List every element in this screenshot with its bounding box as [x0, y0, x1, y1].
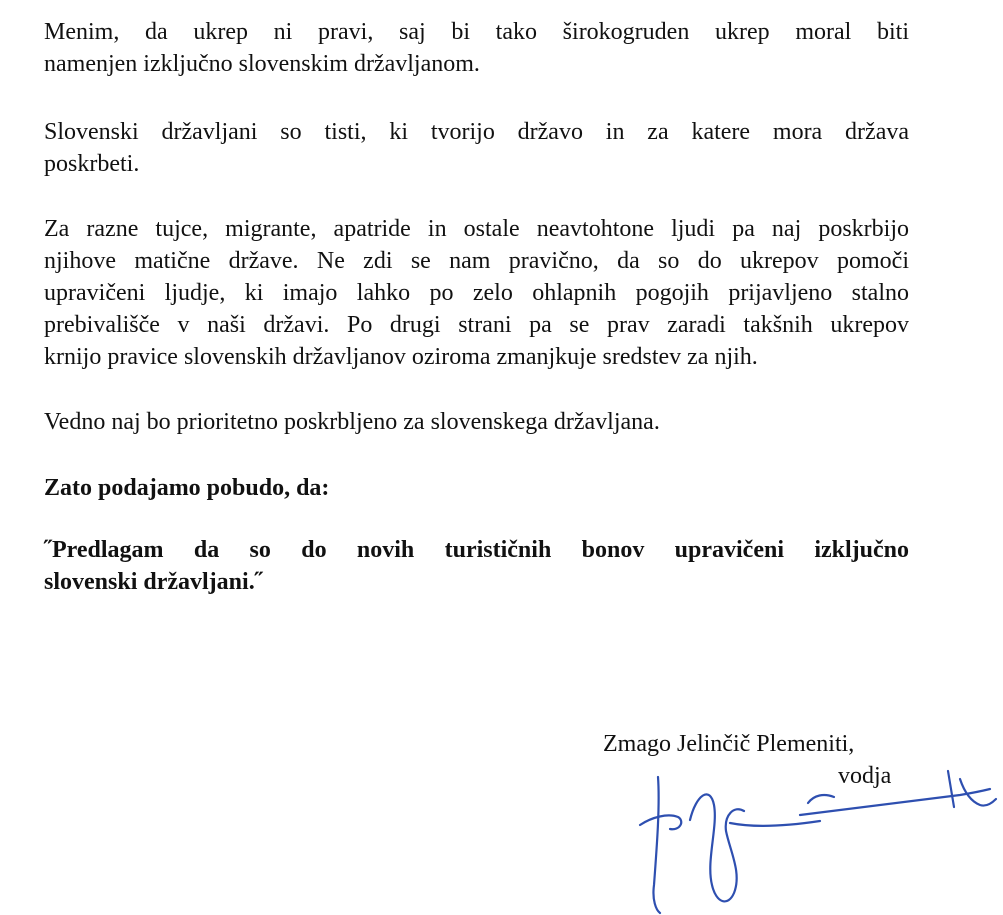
paragraph-prioriteta	[44, 406, 909, 438]
text-line: slovenski državljani.˝	[44, 569, 263, 595]
text-line: poskrbeti.	[44, 151, 140, 177]
text-line: Zato podajamo pobudo, da:	[44, 475, 330, 501]
handwritten-signature	[630, 765, 1000, 915]
paragraph-ukrep	[44, 16, 909, 80]
text-line: ˝Predlagam da so do novih turističnih bonov upravičeni izključno	[44, 537, 909, 563]
text-line: upravičeni ljudje, ki imajo lahko po zelo ohlapnih pogojih prijavljeno stalno	[44, 280, 909, 306]
paragraph-predlog	[44, 534, 909, 598]
text-line: Za razne tujce, migrante, apatride in ostale neavtohtone ljudi pa naj poskrbijo	[44, 216, 909, 242]
text-line: Slovenski državljani so tisti, ki tvorijo državo in za katere mora država	[44, 119, 909, 145]
signatory-name: Zmago Jelinčič Plemeniti,	[603, 731, 855, 757]
text-line: namenjen izključno slovenskim državljanom.	[44, 51, 480, 77]
text-line: njihove matične države. Ne zdi se nam pravično, da so do ukrepov pomoči	[44, 248, 909, 274]
text-line: Menim, da ukrep ni pravi, saj bi tako širokogruden ukrep moral biti	[44, 19, 909, 45]
text-line: prebivališče v naši državi. Po drugi strani pa se prav zaradi takšnih ukrepov	[44, 312, 909, 338]
paragraph-pobuda-heading	[44, 472, 909, 504]
text-line: krnijo pravice slovenskih državljanov oziroma zmanjkuje sredstev za njih.	[44, 344, 758, 370]
signatory-role: vodja	[838, 763, 892, 789]
paragraph-tujci	[44, 213, 909, 373]
text-line: Vedno naj bo prioritetno poskrbljeno za slovenskega državljana.	[44, 409, 660, 435]
paragraph-drzavljani	[44, 116, 909, 180]
